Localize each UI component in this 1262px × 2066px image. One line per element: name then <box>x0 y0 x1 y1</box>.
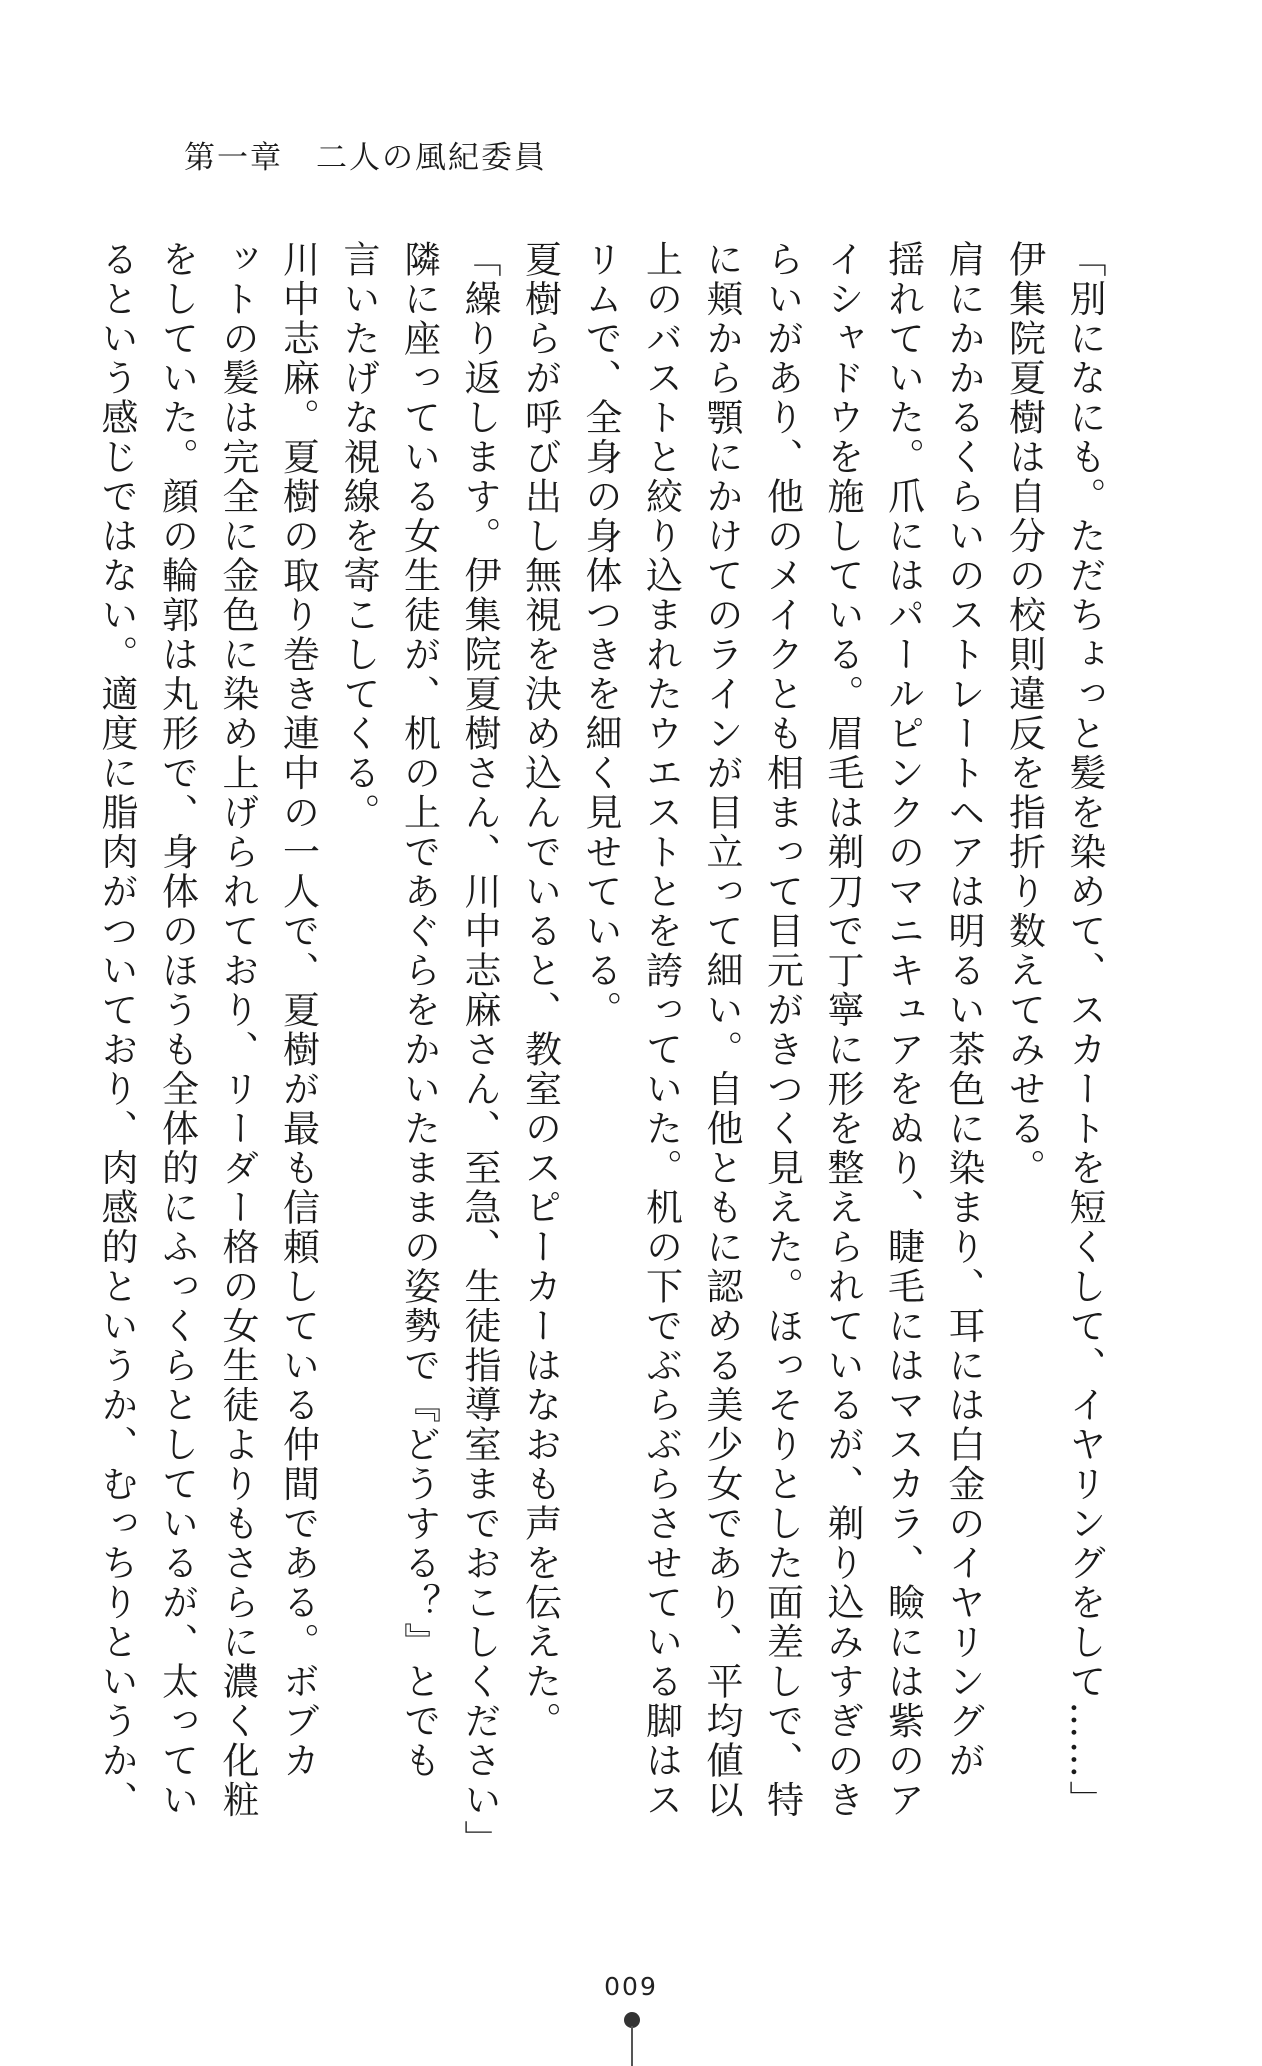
body-text <box>95 240 1114 1860</box>
running-header: 第一章 二人の風紀委員 <box>184 140 547 176</box>
text-line-16: をしていた。顔の輪郭は丸形で、身体のほうも全体的にふっくらとしているが、太ってい <box>155 240 199 1820</box>
text-line-4: 揺れていた。爪にはパールピンクのマニキュアをぬり、睫毛にはマスカラ、瞼には紫のア <box>881 240 925 1820</box>
text-line-5: イシャドウを施している。眉毛は剃刀で丁寧に形を整えられているが、剃り込みすぎのき <box>821 240 864 1820</box>
text-line-11: 「繰り返します。伊集院夏樹さん、川中志麻さん、至急、生徒指導室までおこしください」 <box>458 240 501 1860</box>
text-line-10: 夏樹らが呼び出し無視を決め込んでいると、教室のスピーカーはなおも声を伝えた。 <box>518 240 562 1741</box>
text-line-13: 言いたげな視線を寄こしてくる。 <box>337 240 380 833</box>
text-line-6: らいがあり、他のメイクとも相まって目元がきつく見えた。ほっそりとした面差しで、特 <box>760 240 804 1820</box>
page-number: 009 <box>604 1972 658 2001</box>
text-line-2: 伊集院夏樹は自分の校則違反を指折り数えてみせる。 <box>1002 240 1046 1188</box>
text-line-3: 肩にかかるくらいのストレートヘアは明るい茶色に染まり、耳には白金のイヤリングが <box>942 240 985 1781</box>
text-line-9: リムで、全身の身体つきを細く見せている。 <box>579 240 622 1030</box>
text-line-1: 「別になにも。ただちょっと髪を染めて、スカートを短くして、イヤリングをして……」 <box>1063 240 1106 1820</box>
text-line-17: るという感じではない。適度に脂肉がついており、肉感的というか、むっちりというか、 <box>95 240 138 1820</box>
text-line-15: ットの髪は完全に金色に染め上げられており、リーダー格の女生徒よりもさらに濃く化粧 <box>216 240 259 1820</box>
text-line-14: 川中志麻。夏樹の取り巻き連中の一人で、夏樹が最も信頼している仲間である。ボブカ <box>276 240 320 1781</box>
page-marker-line <box>631 2026 633 2066</box>
text-line-8: 上のバストと絞り込まれたウエストとを誇っていた。机の下でぶらぶらさせている脚はス <box>639 240 683 1820</box>
text-line-7: に頬から顎にかけてのラインが目立って細い。自他ともに認める美少女であり、平均値以 <box>700 240 743 1820</box>
text-line-12: 隣に座っている女生徒が、机の上であぐらをかいたままの姿勢で『どうする？』とでも <box>397 240 441 1781</box>
